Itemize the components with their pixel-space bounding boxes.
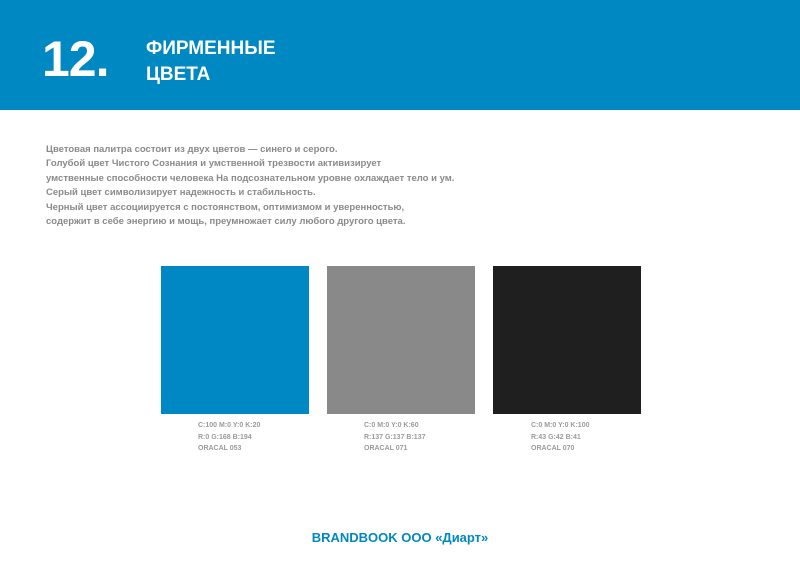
intro-line: Голубой цвет Чистого Сознания и умственной трезвости активизирует bbox=[46, 158, 382, 170]
intro-line: умственные способности человека На подсознательном уровне охлаждает тело и ум. bbox=[46, 172, 455, 184]
rgb-value: R:0 G:168 B:194 bbox=[198, 433, 252, 441]
section-title-line2: ЦВЕТА bbox=[146, 64, 211, 85]
oracal-code: ORACAL 070 bbox=[531, 445, 575, 452]
section-title bbox=[146, 36, 276, 88]
oracal-code: ORACAL 071 bbox=[364, 445, 408, 452]
intro-line: Серый цвет символизирует надежность и стабильность. bbox=[46, 187, 316, 199]
cmyk-value: C:100 M:0 Y:0 K:20 bbox=[198, 422, 261, 429]
intro-text bbox=[46, 143, 606, 229]
swatch-black bbox=[493, 266, 641, 414]
swatch-blue bbox=[161, 266, 309, 414]
page-header bbox=[0, 0, 800, 110]
swatch-black-spec bbox=[531, 420, 589, 455]
oracal-code: ORACAL 053 bbox=[198, 445, 242, 452]
rgb-value: R:43 G:42 B:41 bbox=[531, 433, 581, 441]
cmyk-value: C:0 M:0 Y:0 K:60 bbox=[364, 422, 419, 429]
intro-line: Черный цвет ассоциируется с постоянством, оптимизмом и уверенностью, bbox=[46, 201, 405, 213]
section-title-line1: ФИРМЕННЫЕ bbox=[146, 38, 276, 59]
footer-brandbook: BRANDBOOK ООО «Диарт» bbox=[311, 530, 489, 545]
swatch-blue-spec bbox=[198, 420, 260, 455]
cmyk-value: C:0 M:0 Y:0 K:100 bbox=[531, 422, 590, 429]
section-number: 12. bbox=[42, 31, 109, 87]
swatch-gray bbox=[327, 266, 475, 414]
rgb-value: R:137 G:137 B:137 bbox=[364, 433, 426, 441]
intro-line: Цветовая палитра состоит из двух цветов — синего и серого. bbox=[46, 144, 338, 155]
swatch-gray-spec bbox=[364, 420, 425, 455]
intro-line: содержит в себе энергию и мощь, преумножает силу любого другого цвета. bbox=[46, 216, 406, 228]
